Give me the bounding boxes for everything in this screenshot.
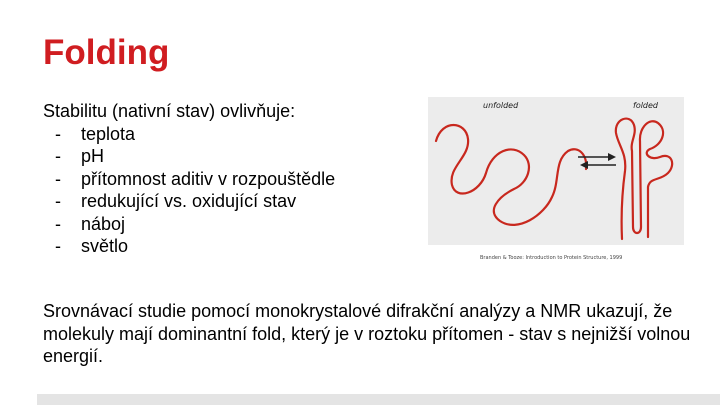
conclusion-paragraph: Srovnávací studie pomocí monokrystalové difrakční analýzy a NMR ukazují, že molekuly mají dominantní fold, který je v roztoku přítomen - stav s nejnižší volnou energií. xyxy=(43,301,691,366)
intro-line: Stabilitu (nativní stav) ovlivňuje: xyxy=(43,101,296,121)
slide-title: Folding xyxy=(43,33,170,72)
unfolded-label: unfolded xyxy=(483,101,519,110)
figure-credit: Branden & Tooze: Introduction to Protein Structure, 1999 xyxy=(480,255,623,261)
folded-label: folded xyxy=(633,101,659,110)
factor-text: náboj xyxy=(81,213,126,234)
factor-text: přítomnost aditiv v rozpouštědle xyxy=(81,168,336,189)
stability-factors xyxy=(43,100,413,258)
folding-figure xyxy=(428,97,684,245)
bullet-dash: - xyxy=(55,191,61,211)
bullet-dash: - xyxy=(55,213,61,234)
folded-chain xyxy=(616,119,672,239)
factor-text: redukující vs. oxidující stav xyxy=(81,191,297,211)
factor-item xyxy=(43,123,413,146)
factor-list xyxy=(43,123,413,258)
factor-text: světlo xyxy=(81,236,129,256)
factor-item xyxy=(43,235,413,258)
bullet-dash: - xyxy=(55,146,61,166)
factor-item xyxy=(43,213,413,236)
factor-item xyxy=(43,168,413,191)
factor-item xyxy=(43,190,413,213)
folding-illustration xyxy=(428,97,684,245)
bullet-dash: - xyxy=(55,123,61,144)
factor-item xyxy=(43,145,413,168)
bullet-dash: - xyxy=(55,168,61,189)
factor-text: pH xyxy=(81,146,105,166)
footer-bar xyxy=(37,394,720,405)
factor-text: teplota xyxy=(81,123,136,144)
unfolded-chain xyxy=(436,125,586,225)
bullet-dash: - xyxy=(55,236,61,256)
